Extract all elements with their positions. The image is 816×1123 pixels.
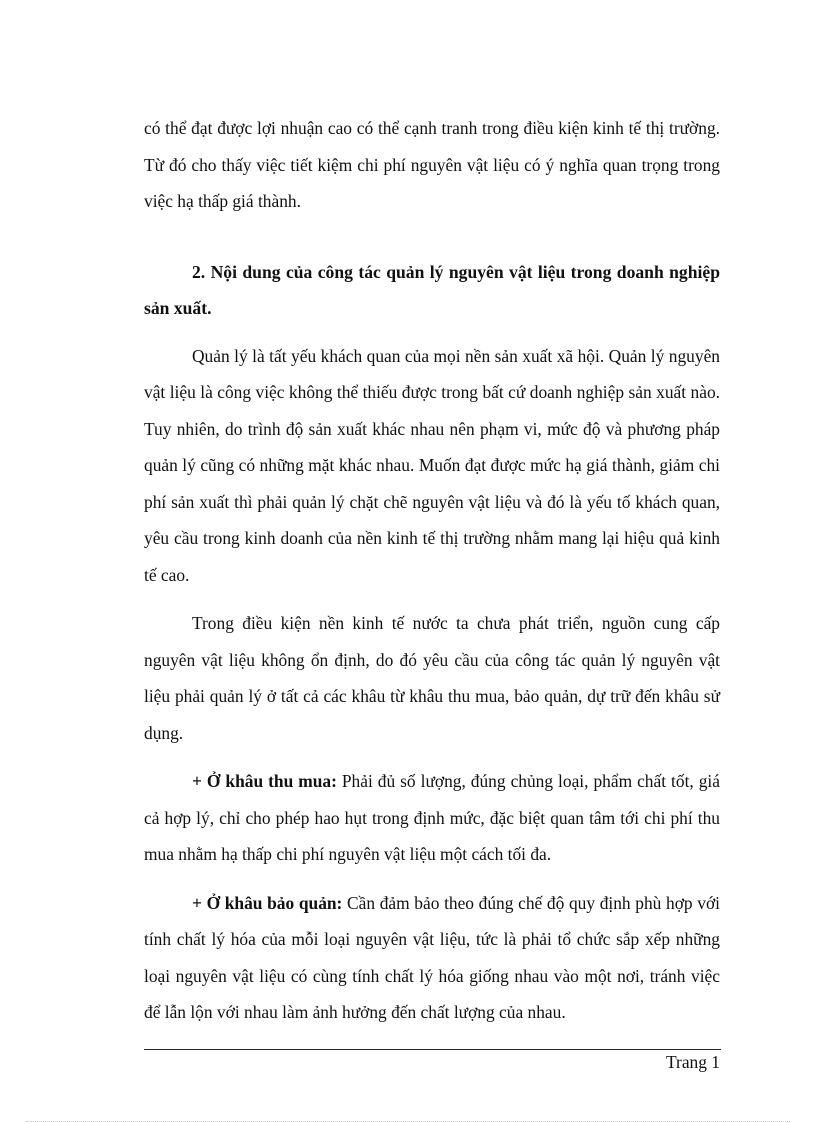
page-number: Trang 1 [666, 1052, 720, 1072]
page-body [144, 110, 720, 1031]
paragraph-purchase-stage [144, 763, 720, 873]
storage-stage-text: Cần đảm bảo theo đúng chế độ quy định phù hợp với tính chất lý hóa của mỗi loại nguyên vật liệu, tức là phải tổ chức sắp xếp những loại nguyên vật liệu có cùng tính chất lý hóa giống nhau vào một nơi, tránh việc để lẫn lộn với nhau làm ảnh hưởng đến chất lượng của nhau. [144, 892, 720, 1022]
storage-stage-label: + Ở khâu bảo quản: [192, 892, 343, 913]
page-bottom-edge [26, 1121, 790, 1122]
paragraph-management: Quản lý là tất yếu khách quan của mọi nền sản xuất xã hội. Quản lý nguyên vật liệu là công việc không thể thiếu được trong bất cứ doanh nghiệp sản xuất nào. Tuy nhiên, do trình độ sản xuất khác nhau nên phạm vi, mức độ và phương pháp quản lý cũng có những mặt khác nhau. Muốn đạt được mức hạ giá thành, giảm chi phí sản xuất thì phải quản lý chặt chẽ nguyên vật liệu và đó là yếu tố khách quan, yêu cầu trong kinh doanh của nền kinh tế thị trường nhằm mang lại hiệu quả kinh tế cao. [144, 345, 720, 585]
purchase-stage-text: Phải đủ số lượng, đúng chủng loại, phẩm chất tốt, giá cả hợp lý, chỉ cho phép hao hụt trong định mức, đặc biệt quan tâm tới chi phí thu mua nhằm hạ thấp chi phí nguyên vật liệu một cách tối đa. [144, 771, 720, 864]
purchase-stage-label: + Ở khâu thu mua: [192, 771, 337, 791]
section-heading: 2. Nội dung của công tác quản lý nguyên vật liệu trong doanh nghiệp sản xuất. [144, 261, 720, 318]
footer-divider [144, 1049, 721, 1050]
intro-paragraph: có thể đạt được lợi nhuận cao có thể cạnh tranh trong điều kiện kinh tế thị trường. Từ đó cho thấy việc tiết kiệm chi phí nguyên vật liệu có ý nghĩa quan trọng trong việc hạ thấp giá thành. [144, 118, 720, 211]
paragraph-storage-stage [144, 885, 720, 1031]
paragraph-conditions: Trong điều kiện nền kinh tế nước ta chưa phát triển, nguồn cung cấp nguyên vật liệu không ổn định, do đó yêu cầu của công tác quản lý nguyên vật liệu phải quản lý ở tất cả các khâu từ khâu thu mua, bảo quản, dự trữ đến khâu sử dụng. [144, 613, 720, 743]
